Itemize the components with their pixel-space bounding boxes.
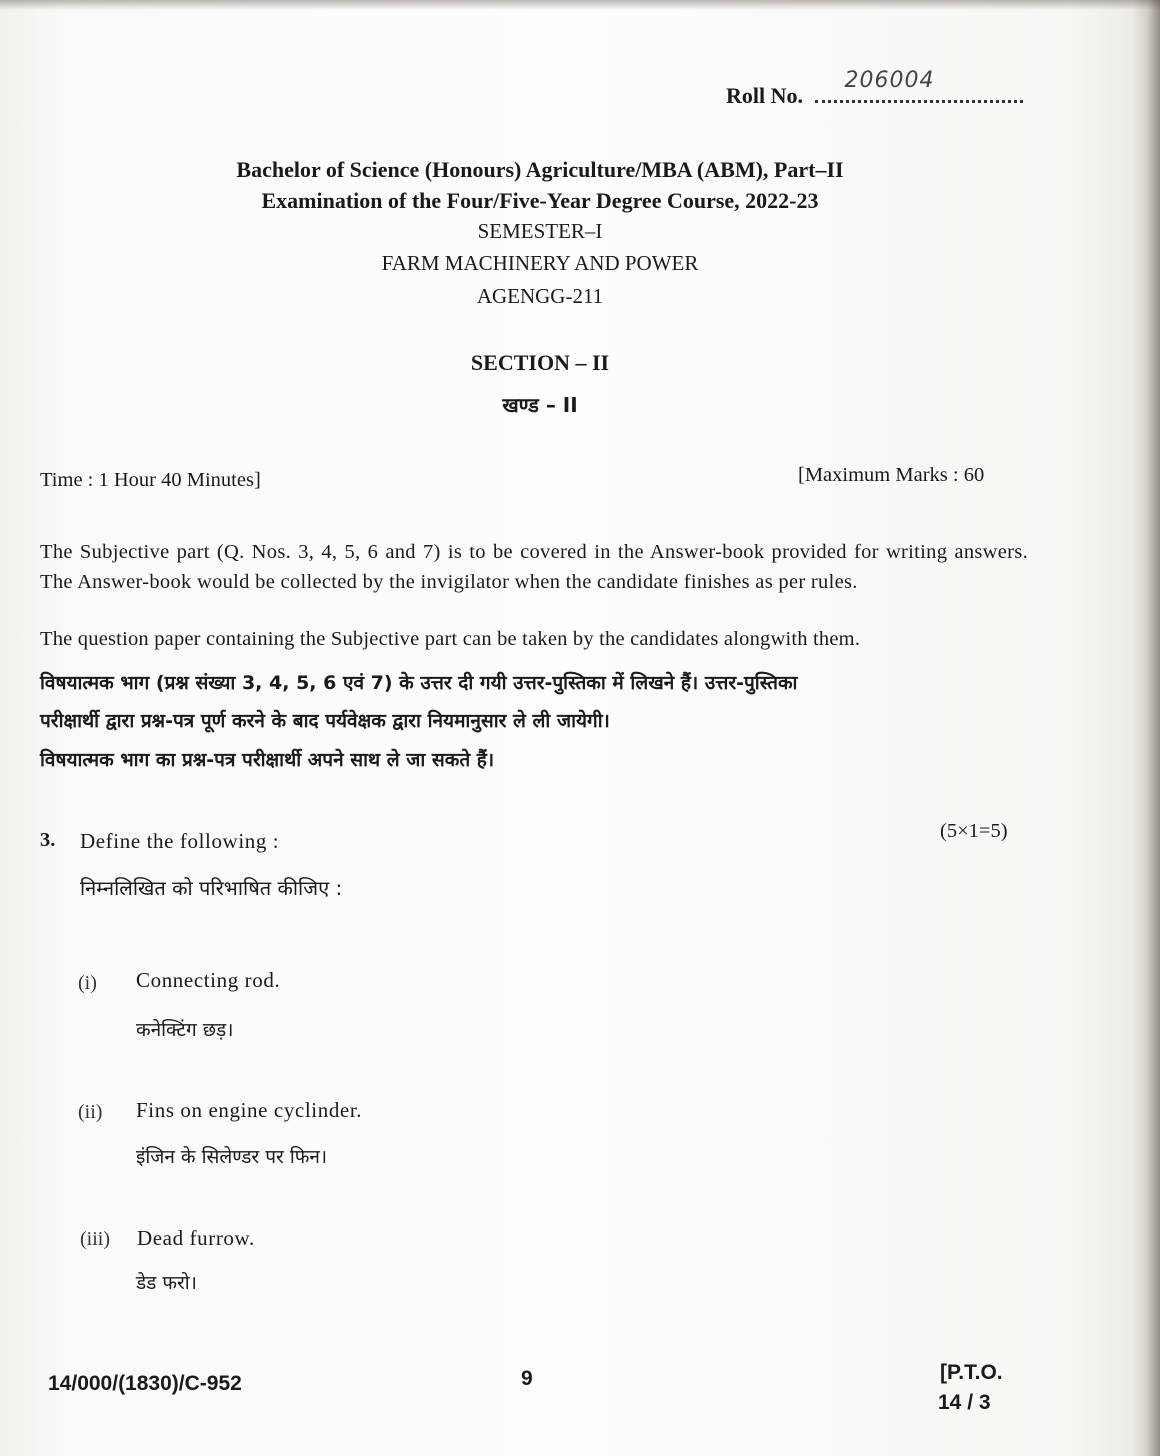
paper-code: 14/000/(1830)/C-952 — [48, 1372, 242, 1395]
question-number: 3. — [40, 829, 56, 851]
roll-dotted-line — [815, 68, 1023, 103]
set-number: 14 / 3 — [938, 1391, 991, 1414]
question-text-en: Define the following : — [80, 829, 280, 853]
page-number: 9 — [521, 1367, 533, 1390]
section-heading-en: SECTION – II — [470, 350, 610, 375]
part-text-en: Fins on engine cyclinder. — [136, 1098, 363, 1122]
instruction-hi-2: विषयात्मक भाग का प्रश्न-पत्र परीक्षार्थी अपने साथ ले जा सकते हैं। — [40, 749, 495, 771]
subject-title: FARM MACHINERY AND POWER — [381, 251, 699, 275]
part-label: (ii) — [78, 1101, 103, 1123]
top-edge-shadow — [0, 0, 1160, 10]
exam-title: Examination of the Four/Five-Year Degree Course, 2022-23 — [261, 188, 819, 213]
instruction-en-2: The question paper containing the Subjective part can be taken by the candidates alongwith them. — [40, 628, 861, 650]
question-marks: (5×1=5) — [940, 820, 1008, 842]
roll-number — [726, 68, 1023, 109]
part-text-hi: डेड फरो। — [136, 1272, 197, 1294]
roll-value: 206004 — [844, 68, 935, 93]
right-edge-shadow — [1132, 0, 1160, 1456]
instruction-hi-1a: विषयात्मक भाग (प्रश्न संख्या 3, 4, 5, 6 एवं 7) के उत्तर दी गयी उत्तर-पुस्तिका में लिखने हैं। उत्तर-पुस्तिका — [40, 672, 798, 694]
part-text-hi: इंजिन के सिलेण्डर पर फिन। — [136, 1146, 328, 1168]
question-text-hi: निम्नलिखित को परिभाषित कीजिए : — [80, 876, 343, 900]
part-label: (i) — [78, 972, 97, 994]
maximum-marks: [Maximum Marks : 60 — [798, 464, 985, 486]
part-label: (iii) — [80, 1228, 110, 1250]
course-code: AGENGG-211 — [476, 284, 604, 308]
semester-title: SEMESTER–I — [477, 219, 603, 243]
part-text-en: Connecting rod. — [136, 968, 281, 992]
part-text-en: Dead furrow. — [137, 1226, 255, 1250]
time-allowed: Time : 1 Hour 40 Minutes] — [40, 469, 261, 491]
roll-label: Roll No. — [726, 83, 803, 108]
section-heading-hi: खण्ड – II — [502, 393, 578, 417]
pto-marker: [P.T.O. — [940, 1361, 1003, 1384]
instruction-hi-1b: परीक्षार्थी द्वारा प्रश्न-पत्र पूर्ण करने के बाद पर्यवेक्षक द्वारा नियमानुसार ले ली जायेगी। — [40, 710, 610, 732]
part-text-hi: कनेक्टिंग छड़। — [136, 1019, 234, 1041]
instruction-en-1: The Subjective part (Q. Nos. 3, 4, 5, 6 and 7) is to be covered in the Answer-book provided for writing answers. The Answer-book would be collected by the invigilator when the candidate finishes as per rules. — [40, 541, 1028, 593]
degree-title: Bachelor of Science (Honours) Agriculture/MBA (ABM), Part–II — [236, 157, 844, 182]
